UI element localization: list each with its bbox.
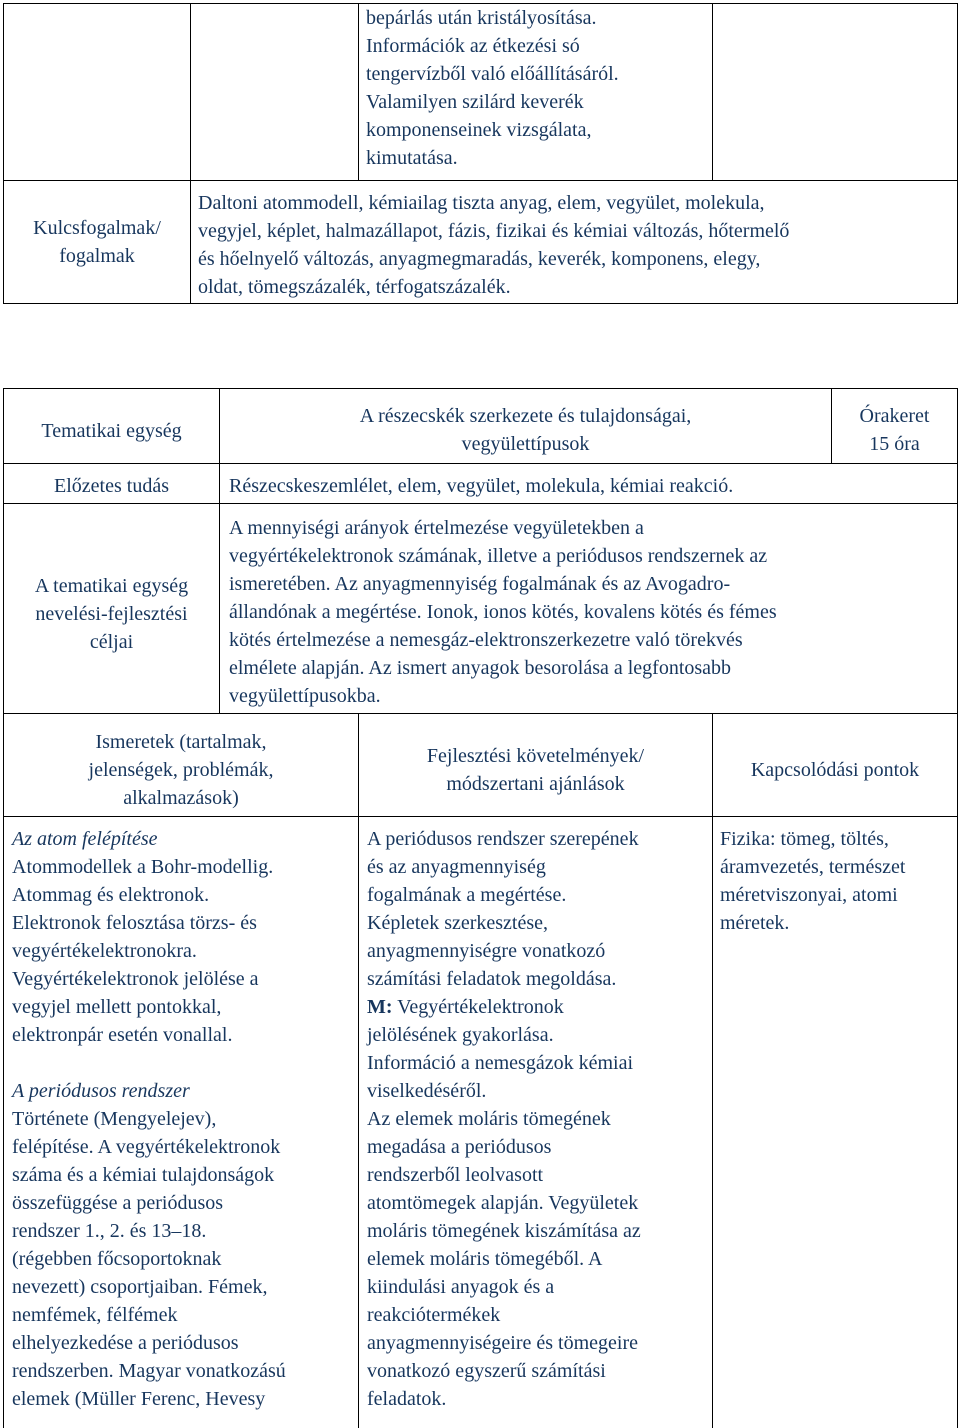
continued-line: kimutatása. <box>366 147 458 169</box>
requirements-line: Információ a nemesgázok kémiai <box>367 1052 633 1074</box>
hours-label: Órakeret <box>859 405 930 427</box>
goals-label <box>4 572 219 656</box>
table1-inner-divider-left <box>358 3 359 180</box>
knowledge-line: vegyjel mellett pontokkal, <box>12 996 222 1018</box>
goals-label-line: céljai <box>89 631 134 653</box>
knowledge-line: felépítése. A vegyértékelektronok <box>12 1136 281 1158</box>
continued-line: Információk az étkezési só <box>366 35 580 57</box>
unit-title <box>220 402 831 458</box>
requirements-line: rendszerből leolvasott <box>367 1164 544 1186</box>
table1-bottom-border <box>3 303 958 304</box>
requirements-header <box>359 742 712 798</box>
knowledge-header-line: alkalmazások) <box>123 787 239 809</box>
goals-line: kötés értelmezése a nemesgáz-elektronszerkezetre való törekvés <box>229 629 743 651</box>
prior-knowledge-label: Előzetes tudás <box>54 475 169 497</box>
table2-left-border <box>3 388 4 1428</box>
table2-col-divider-2 <box>712 713 713 1428</box>
requirements-line: megadása a periódusos <box>367 1136 552 1158</box>
requirements-line: A periódusos rendszer szerepének <box>367 828 639 850</box>
continued-line: bepárlás után kristályosítása. <box>366 7 597 29</box>
knowledge-header-line: Ismeretek (tartalmak, <box>95 731 267 753</box>
knowledge-line: (régebben főcsoportoknak <box>12 1248 222 1270</box>
unit-title-line: A részecskék szerkezete és tulajdonságai, <box>359 405 692 427</box>
unit-title-line: vegyülettípusok <box>461 433 590 455</box>
table1-inner-divider-right <box>712 3 713 180</box>
key-concepts-line: oldat, tömegszázalék, térfogatszázalék. <box>198 276 511 298</box>
knowledge-cell <box>12 825 356 1413</box>
knowledge-header-line: jelenségek, problémák, <box>88 759 274 781</box>
section-title-atom-structure: Az atom felépítése <box>12 828 158 850</box>
knowledge-line: nemfémek, félfémek <box>12 1304 178 1326</box>
knowledge-line: rendszerben. Magyar vonatkozású <box>12 1360 286 1382</box>
knowledge-line: rendszer 1., 2. és 13–18. <box>12 1220 207 1242</box>
requirements-line: jelölésének gyakorlása. <box>367 1024 554 1046</box>
prior-knowledge-text: Részecskeszemlélet, elem, vegyület, molekula, kémiai reakció. <box>229 475 734 497</box>
goals-line: A mennyiségi arányok értelmezése vegyületekben a <box>229 517 644 539</box>
knowledge-line: Története (Mengyelejev), <box>12 1108 217 1130</box>
knowledge-header <box>4 728 358 812</box>
connections-line: méretviszonyai, atomi <box>720 884 898 906</box>
knowledge-line: nevezett) csoportjaiban. Fémek, <box>12 1276 268 1298</box>
requirements-cell <box>367 825 710 1413</box>
knowledge-line: száma és a kémiai tulajdonságok <box>12 1164 275 1186</box>
key-concepts-line: és hőelnyelő változás, anyagmegmaradás, keverék, komponens, elegy, <box>198 248 761 270</box>
requirements-line: és az anyagmennyiség <box>367 856 546 878</box>
goals-line: vegyülettípusokba. <box>229 685 381 707</box>
knowledge-line: elhelyezkedése a periódusos <box>12 1332 239 1354</box>
goals-line: elmélete alapján. Az ismert anyagok besorolása a legfontosabb <box>229 657 732 679</box>
knowledge-line: Atommodellek a Bohr-modellig. <box>12 856 274 878</box>
knowledge-line: elektronpár esetén vonallal. <box>12 1024 233 1046</box>
goals-text <box>229 514 949 710</box>
knowledge-line: Vegyértékelektronok jelölése a <box>12 968 259 990</box>
requirements-line: számítási feladatok megoldása. <box>367 968 617 990</box>
table2-top-border <box>3 388 958 389</box>
continued-line: Valamilyen szilárd keverék <box>366 91 584 113</box>
key-concepts-label-line: fogalmak <box>59 245 135 267</box>
table2-row-divider-2 <box>3 503 958 504</box>
key-concepts-label-line: Kulcsfogalmak/ <box>33 217 161 239</box>
requirements-line: Az elemek moláris tömegének <box>367 1108 611 1130</box>
key-concepts-label <box>4 214 190 270</box>
key-concepts-line: vegyjel, képlet, halmazállapot, fázis, fizikai és kémiai változás, hőtermelő <box>198 220 790 242</box>
goals-line: ismeretében. Az anyagmennyiség fogalmának és az Avogadro- <box>229 573 731 595</box>
requirements-line: reakciótermékek <box>367 1304 501 1326</box>
hours-value: 15 óra <box>869 433 920 455</box>
continued-line: tengervízből való előállításáról. <box>366 63 619 85</box>
knowledge-line: elemek (Müller Ferenc, Hevesy <box>12 1388 266 1410</box>
table1-row-divider <box>3 180 958 181</box>
hours-cell <box>832 402 957 458</box>
requirements-line: Képletek szerkesztése, <box>367 912 549 934</box>
connections-header: Kapcsolódási pontok <box>750 759 920 781</box>
requirements-line: vonatkozó egyszerű számítási <box>367 1360 606 1382</box>
connections-line: áramvezetés, természet <box>720 856 906 878</box>
unit-label: Tematikai egység <box>41 420 182 442</box>
requirements-line: anyagmennyiségeire és tömegeire <box>367 1332 638 1354</box>
goals-label-line: nevelési-fejlesztési <box>35 603 188 625</box>
table1-right-border <box>957 3 958 304</box>
table1-col-divider <box>190 3 191 304</box>
table2-col-divider-1 <box>358 713 359 1428</box>
connections-cell <box>720 825 956 937</box>
connections-line: Fizika: tömeg, töltés, <box>720 828 889 850</box>
key-concepts-text <box>198 189 954 301</box>
continued-knowledge-cell <box>366 4 706 172</box>
key-concepts-line: Daltoni atommodell, kémiailag tiszta anyag, elem, vegyület, molekula, <box>198 192 765 214</box>
table2-row-divider-3 <box>3 713 958 714</box>
goals-line: állandónak a megértése. Ionok, ionos kötés, kovalens kötés és fémes <box>229 601 777 623</box>
connections-line: méretek. <box>720 912 790 934</box>
table2-right-border <box>957 388 958 1428</box>
requirements-header-line: Fejlesztési követelmények/ <box>426 745 645 767</box>
requirements-m-line <box>367 993 710 1021</box>
goals-line: vegyértékelektronok számának, illetve a periódusos rendszernek az <box>229 545 768 567</box>
requirements-line: kiindulási anyagok és a <box>367 1276 555 1298</box>
knowledge-line: vegyértékelektronokra. <box>12 940 197 962</box>
table2-row-divider-1 <box>3 463 958 464</box>
m-line-text: Vegyértékelektronok <box>392 996 564 1018</box>
requirements-line: viselkedéséről. <box>367 1080 487 1102</box>
goals-label-line: A tematikai egység <box>34 575 189 597</box>
m-prefix: M: <box>367 996 393 1018</box>
knowledge-line: Elektronok felosztása törzs- és <box>12 912 257 934</box>
requirements-line: atomtömegek alapján. Vegyületek <box>367 1192 639 1214</box>
requirements-line: fogalmának a megértése. <box>367 884 567 906</box>
requirements-header-line: módszertani ajánlások <box>446 773 625 795</box>
requirements-line: feladatok. <box>367 1388 447 1410</box>
knowledge-line: összefüggése a periódusos <box>12 1192 224 1214</box>
knowledge-line: Atommag és elektronok. <box>12 884 210 906</box>
table2-row-divider-4 <box>3 816 958 817</box>
continued-line: komponenseinek vizsgálata, <box>366 119 592 141</box>
requirements-line: anyagmennyiségre vonatkozó <box>367 940 606 962</box>
spacer <box>12 1049 356 1077</box>
requirements-line: moláris tömegének kiszámítása az <box>367 1220 641 1242</box>
requirements-line: elemek moláris tömegéből. A <box>367 1248 603 1270</box>
section-title-periodic-table: A periódusos rendszer <box>12 1080 190 1102</box>
